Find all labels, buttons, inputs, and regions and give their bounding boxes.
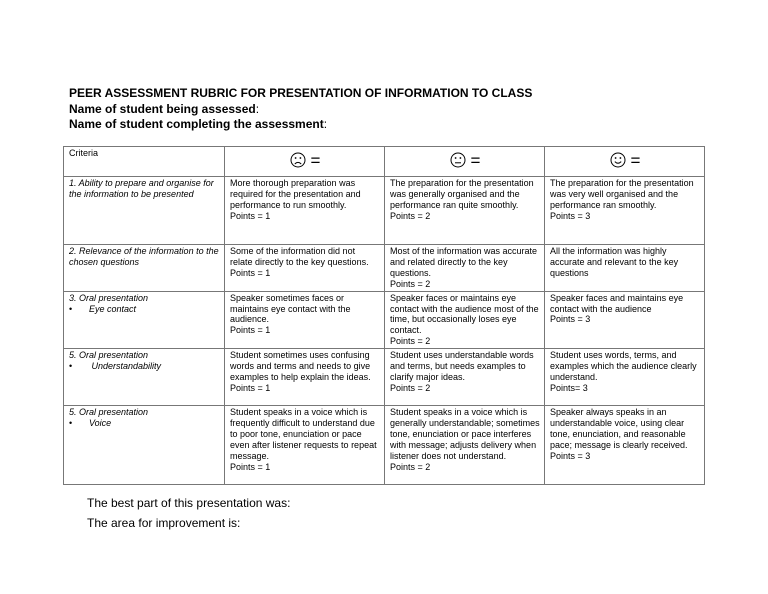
- header-equals-3: =: [630, 150, 641, 170]
- table-row: [64, 291, 705, 349]
- cell-description: The preparation for the presentation was very well organised and the performance ran smoothly.: [550, 178, 694, 210]
- criterion-label: 2. Relevance of the information to the chosen questions: [69, 246, 219, 267]
- improvement-prompt: The area for improvement is:: [87, 516, 241, 530]
- best-part-prompt: The best part of this presentation was:: [87, 496, 291, 510]
- page-title: PEER ASSESSMENT RUBRIC FOR PRESENTATION OF INFORMATION TO CLASS: [69, 86, 533, 100]
- rubric-cell: [545, 349, 705, 406]
- rubric-cell: [545, 177, 705, 245]
- cell-description: Speaker faces or maintains eye contact with the audience most of the time, but occasionally loses eye contact.: [390, 292, 539, 336]
- sad-face-icon: [290, 152, 306, 168]
- cell-points: Points = 1: [230, 382, 271, 393]
- criterion-bullet-line: [69, 418, 220, 429]
- criterion-cell: [64, 349, 225, 406]
- header-cell-2: [385, 147, 545, 177]
- cell-points: Points = 1: [230, 325, 271, 336]
- cell-description: Speaker sometimes faces or maintains eye contact with the audience.: [230, 292, 351, 325]
- assessed-colon: :: [255, 101, 260, 116]
- rubric-cell: [385, 406, 545, 485]
- cell-points: Points = 1: [230, 210, 271, 221]
- completing-label-line: [69, 117, 709, 133]
- cell-description: Most of the information was accurate and related directly to the key questions.: [390, 246, 538, 278]
- rubric-cell: [385, 349, 545, 406]
- header-cell-3: [545, 147, 705, 177]
- cell-points: Points = 1: [230, 267, 271, 278]
- criterion-sub: Voice: [89, 418, 112, 429]
- cell-description: Student speaks in a voice which is generally understandable; sometimes tone, enunciation or pace interferes with message; adjusts delivery when listener does not understand.: [390, 407, 540, 461]
- table-header-row: [64, 147, 705, 177]
- document-header: [69, 86, 709, 133]
- cell-description: The preparation for the presentation was generally organised and the performance ran quite smoothly.: [390, 178, 534, 210]
- completing-colon: :: [323, 117, 328, 131]
- cell-description: Speaker faces and maintains eye contact with the audience: [550, 292, 684, 314]
- criterion-bullet-line: [69, 304, 220, 315]
- rubric-cell: [545, 406, 705, 485]
- cell-points: Points = 2: [390, 336, 431, 347]
- cell-description: All the information was highly accurate and relevant to the key questions: [550, 246, 679, 278]
- cell-points: Points = 3: [550, 210, 591, 221]
- criterion-cell: [64, 406, 225, 485]
- rubric-cell: [385, 177, 545, 245]
- rubric-cell: [545, 291, 705, 349]
- table-row: [64, 349, 705, 406]
- rubric-cell: [225, 177, 385, 245]
- bullet-icon: •: [69, 303, 73, 314]
- bullet-icon: •: [69, 418, 73, 429]
- cell-points: Points = 3: [550, 314, 591, 325]
- header-cell-1: [225, 147, 385, 177]
- cell-points: Points = 2: [390, 278, 431, 289]
- rubric-cell: [385, 245, 545, 292]
- table-row: [64, 245, 705, 292]
- cell-description: Speaker always speaks in an understandable voice, using clear tone, enunciation, and reasonable pace; message is clearly received.: [550, 407, 688, 450]
- neutral-face-icon: [450, 152, 466, 168]
- criterion-label: 5. Oral presentation: [69, 407, 149, 418]
- rubric-cell: [225, 291, 385, 349]
- criterion-cell: [64, 291, 225, 349]
- rubric-cell: [225, 406, 385, 485]
- criteria-header: Criteria: [64, 147, 225, 177]
- happy-face-icon: [610, 152, 626, 168]
- table-row: [64, 177, 705, 245]
- rubric-table: [63, 146, 705, 485]
- cell-description: Student speaks in a voice which is frequently difficult to understand due to poor tone, enunciation or pace even after listener requests to repeat message.: [230, 407, 377, 461]
- cell-points: Points = 2: [390, 210, 431, 221]
- bullet-icon: •: [69, 361, 73, 372]
- cell-description: Some of the information did not relate directly to the key questions.: [230, 246, 369, 267]
- criterion-cell: [64, 245, 225, 292]
- criterion-cell: [64, 177, 225, 245]
- header-equals-2: =: [470, 150, 481, 170]
- cell-points: Points= 3: [550, 382, 588, 393]
- rubric-cell: [545, 245, 705, 292]
- rubric-cell: [225, 245, 385, 292]
- cell-points: Points = 3: [550, 450, 591, 461]
- cell-description: Student sometimes uses confusing words and terms and needs to give examples to help explain the ideas.: [230, 350, 371, 382]
- completing-label: Name of student completing the assessment: [69, 117, 324, 131]
- cell-points: Points = 2: [390, 382, 431, 393]
- table-row: [64, 406, 705, 485]
- rubric-cell: [385, 291, 545, 349]
- criterion-sub: Understandability: [91, 361, 162, 372]
- assessed-label: Name of student being assessed: [69, 101, 256, 116]
- criterion-label: 5. Oral presentation: [69, 350, 149, 361]
- cell-points: Points = 2: [390, 461, 431, 472]
- criterion-bullet-line: [69, 361, 220, 372]
- assessed-label-line: [69, 102, 709, 118]
- header-equals-1: =: [310, 150, 321, 170]
- criterion-sub: Eye contact: [89, 303, 137, 314]
- cell-description: More thorough preparation was required for the presentation and performance to run smoothly.: [230, 178, 361, 210]
- cell-description: Student uses understandable words and terms, but needs examples to clarify major ideas.: [390, 350, 534, 382]
- cell-points: Points = 1: [230, 461, 271, 472]
- rubric-cell: [225, 349, 385, 406]
- cell-description: Student uses words, terms, and examples which the audience clearly understand.: [550, 350, 697, 382]
- criterion-label: 3. Oral presentation: [69, 292, 149, 303]
- criterion-label: 1. Ability to prepare and organise for the information to be presented: [69, 178, 214, 199]
